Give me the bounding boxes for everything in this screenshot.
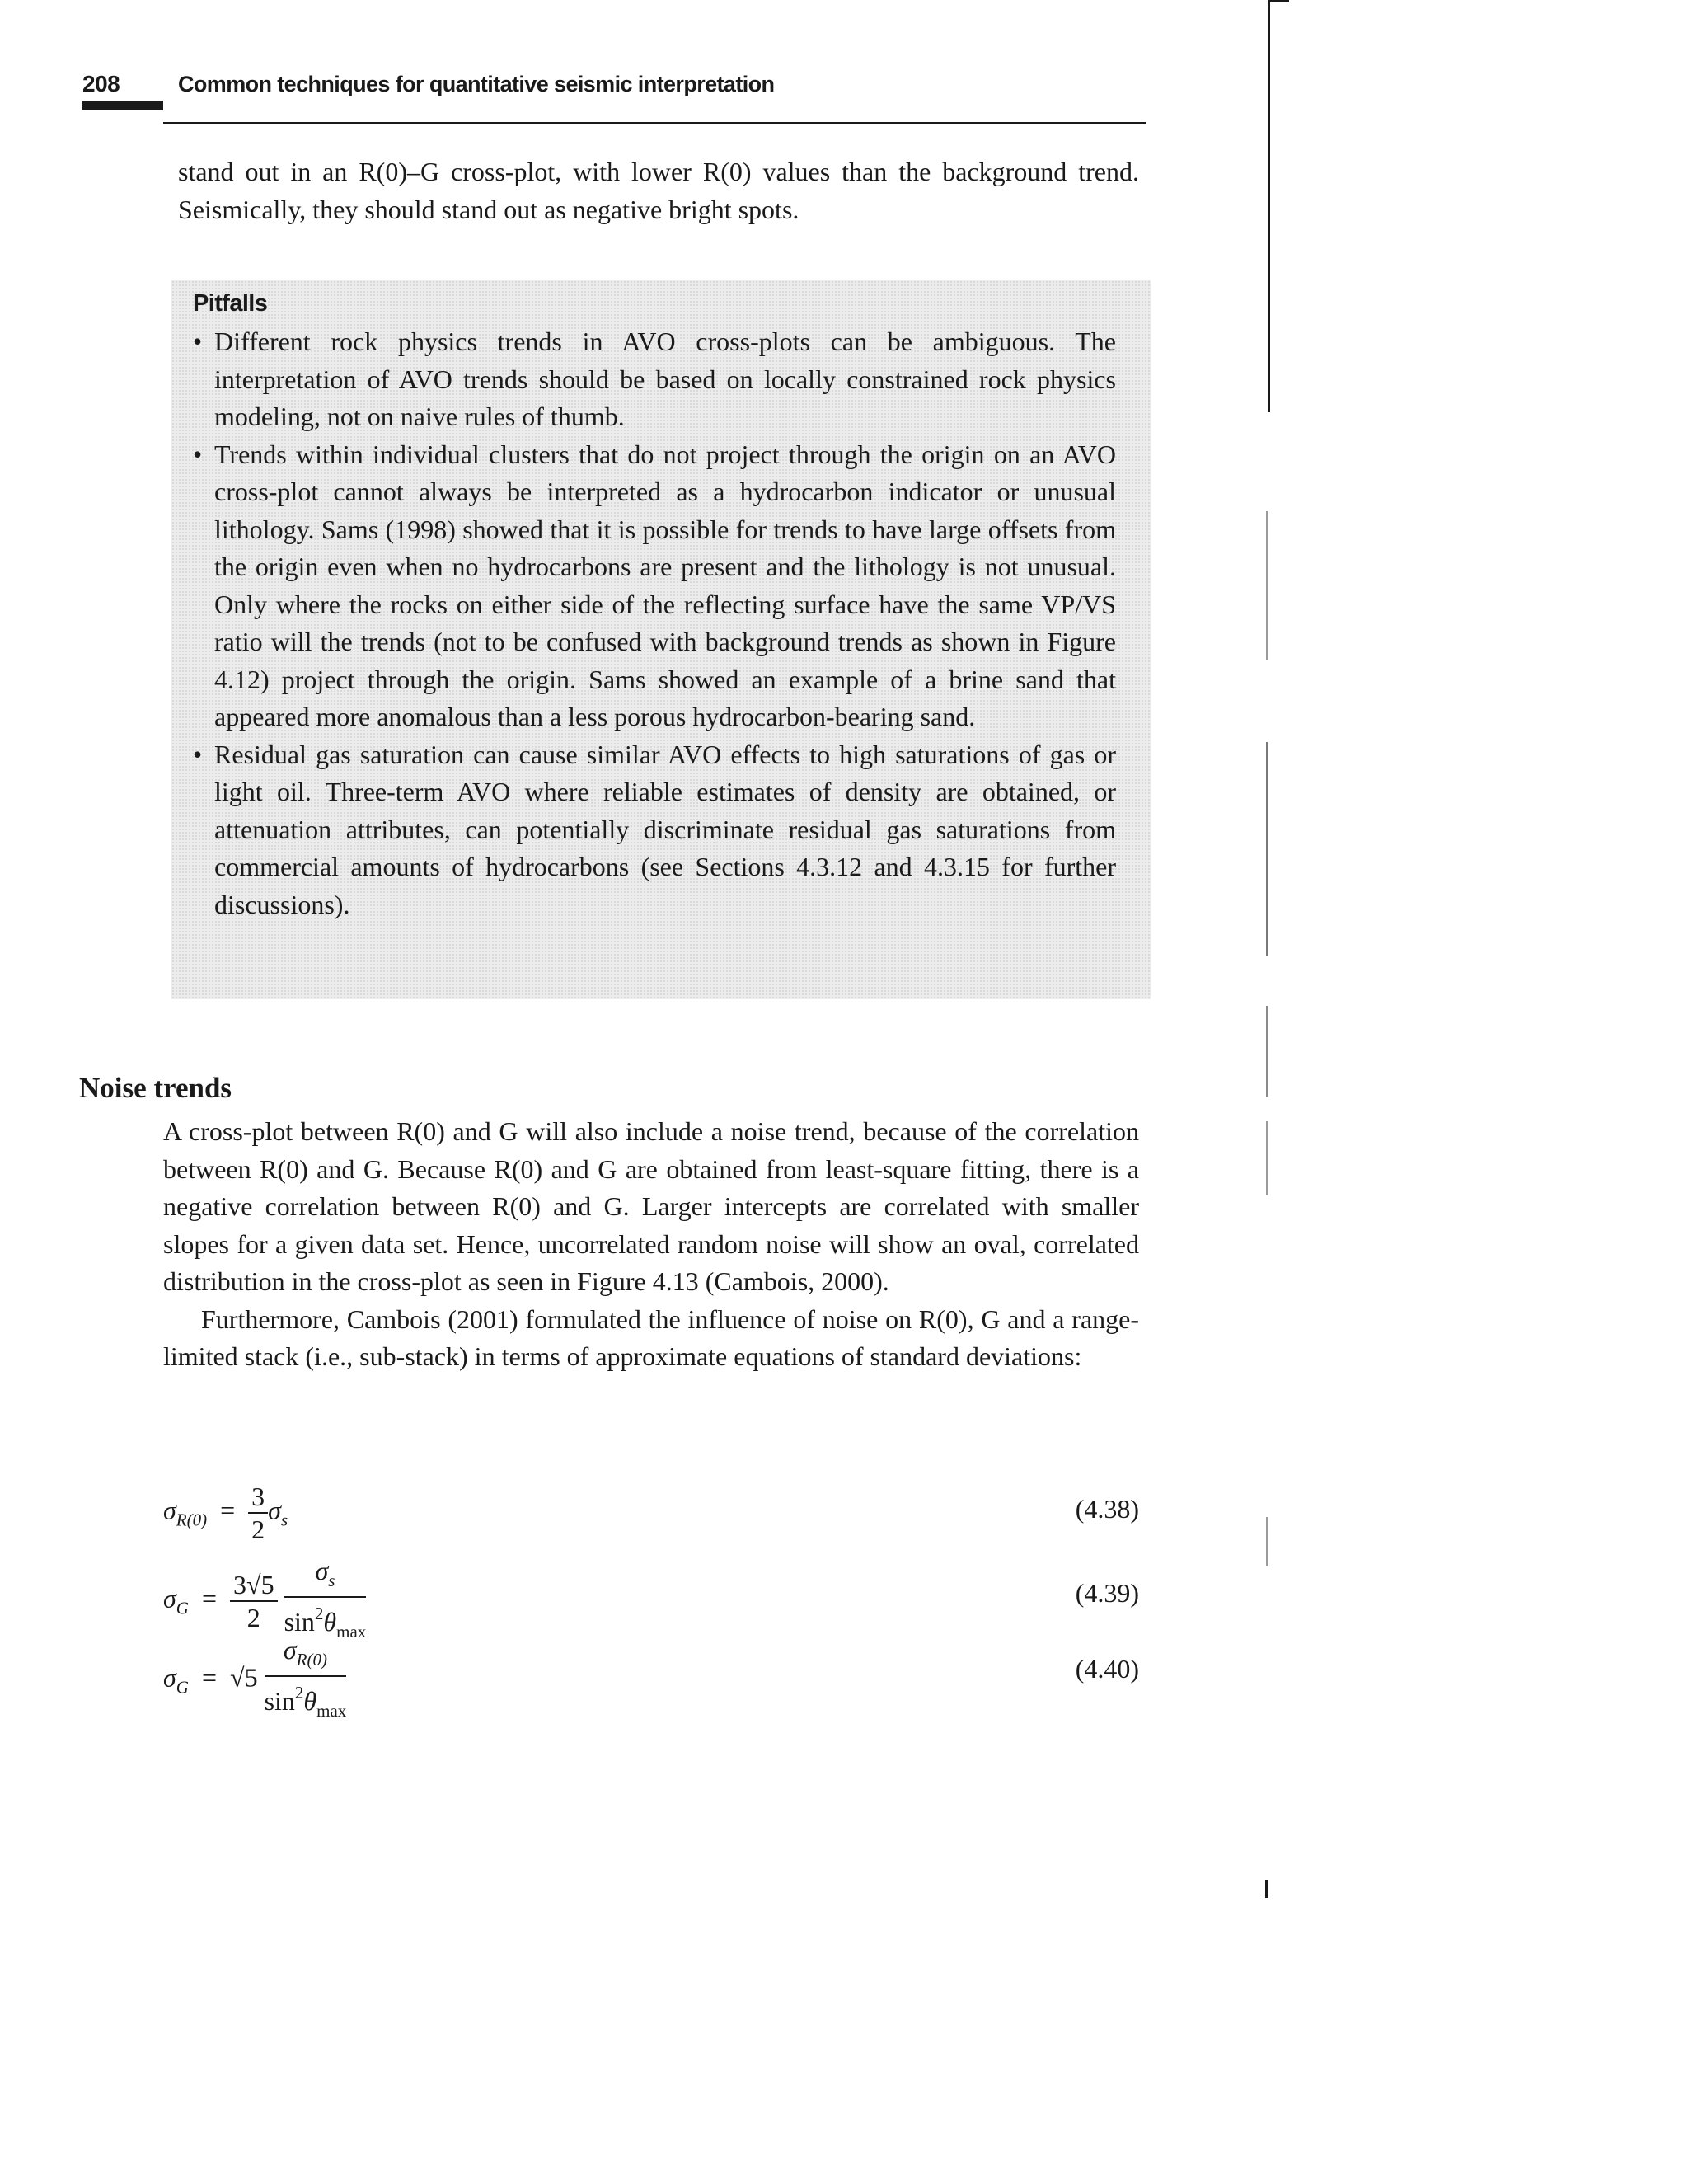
pitfalls-list <box>193 323 1116 923</box>
equals-sign: = <box>213 1495 242 1525</box>
pitfall-text: Trends within individual clusters that do not project through the origin on an AVO cross-plot cannot always be interpreted as a hydrocarbon indicator or unusual lithology. Sams (1998) showed that it is possible for trends to have large offsets from the origin even when no hydrocarbons are present and the lithology is not unusual. Only where the rocks on either side of the reflecting surface have the same VP/VS ratio will the trends (not to be confused with background trends as shown in Figure 4.12) project through the origin. Sams showed an example of a brine sand that appeared more anomalous than a less porous hydrocarbon-bearing sand. <box>214 439 1116 731</box>
sigma-symbol: σ <box>163 1583 176 1613</box>
denominator: 2 <box>251 1515 265 1544</box>
coefficient: √5 <box>230 1662 258 1693</box>
subscript: R(0) <box>296 1650 327 1670</box>
intro-paragraph: stand out in an R(0)–G cross-plot, with lower R(0) values than the background trend. Seismically, they should stand out as negative bright spots. <box>178 157 1139 224</box>
function-name: sin <box>264 1686 295 1716</box>
subscript: R(0) <box>176 1510 208 1530</box>
section-title: Noise trends <box>79 1072 232 1104</box>
subscript: s <box>328 1571 335 1590</box>
numerator <box>265 1634 347 1677</box>
subscript: s <box>280 1510 288 1530</box>
edge-line <box>1265 1880 1268 1898</box>
bullet-icon: • <box>193 326 203 356</box>
subscript: G <box>176 1677 189 1698</box>
fraction <box>230 1569 278 1633</box>
page-number-bar <box>82 101 163 110</box>
numerator <box>284 1555 367 1598</box>
equation-4-38 <box>163 1466 1139 1548</box>
sigma-symbol: σ <box>283 1635 297 1665</box>
fraction <box>265 1634 347 1726</box>
denominator: 2 <box>246 1603 260 1632</box>
list-item <box>193 736 1116 924</box>
sigma-symbol: σ <box>163 1495 176 1525</box>
sigma-symbol: σ <box>315 1556 329 1585</box>
body-paragraph: Furthermore, Cambois (2001) formulated the influence of noise on R(0), G and a range-limited stack (i.e., sub-stack) in terms of approximate equations of standard deviations: <box>163 1303 1139 1371</box>
equals-sign: = <box>195 1583 223 1613</box>
equation-number: (4.39) <box>1075 1578 1139 1608</box>
subscript: G <box>176 1598 189 1618</box>
theta-symbol: θ <box>323 1607 337 1637</box>
fraction <box>248 1481 268 1545</box>
edge-line <box>1266 1121 1268 1195</box>
subscript: max <box>316 1701 347 1721</box>
numerator: 3√5 <box>230 1569 278 1602</box>
edge-line <box>1266 511 1268 660</box>
equation-number: (4.40) <box>1075 1654 1139 1684</box>
bullet-icon: • <box>193 439 203 469</box>
header-rule <box>163 122 1146 124</box>
running-title: Common techniques for quantitative seismic interpretation <box>178 72 775 96</box>
sigma-symbol: σ <box>163 1662 176 1693</box>
section-body <box>163 1113 1139 1376</box>
pitfall-text: Residual gas saturation can cause similar AVO effects to high saturations of gas or light oil. Three-term AVO where reliable estimates of density are obtained, or attenuation attributes, can potentially discriminate residual gas saturations from commercial amounts of hydrocarbons (see Sections 4.3.12 and 4.3.15 for further discussions). <box>214 739 1116 919</box>
page-number: 208 <box>82 71 120 96</box>
denominator <box>265 1677 347 1726</box>
superscript: 2 <box>294 1683 304 1703</box>
subscript: max <box>336 1622 367 1642</box>
equation-number: (4.38) <box>1075 1494 1139 1524</box>
list-item <box>193 323 1116 436</box>
pitfalls-heading: Pitfalls <box>193 290 268 317</box>
equation-4-40 <box>163 1629 1139 1721</box>
bullet-icon: • <box>193 739 203 769</box>
edge-line <box>1266 1006 1268 1097</box>
numerator: 3 <box>248 1481 268 1514</box>
superscript: 2 <box>314 1604 324 1623</box>
edge-line <box>1266 742 1268 956</box>
equation-body <box>163 1634 346 1726</box>
body-paragraph: A cross-plot between R(0) and G will also include a noise trend, because of the correlation between R(0) and G. Because R(0) and G are obtained from least-square fitting, there is a negative correlation between R(0) and G. Larger intercepts are correlated with smaller slopes for a given data set. Hence, uncorrelated random noise will show an oval, correlated distribution in the cross-plot as seen in Figure 4.13 (Cambois, 2000). <box>163 1116 1139 1296</box>
running-header <box>82 71 1146 120</box>
sigma-symbol: σ <box>268 1495 281 1525</box>
equation-body <box>163 1481 288 1545</box>
function-name: sin <box>284 1607 315 1637</box>
edge-line <box>1266 1517 1268 1566</box>
pitfalls-box <box>171 280 1151 999</box>
edge-line <box>1268 0 1270 412</box>
list-item <box>193 436 1116 736</box>
equals-sign: = <box>195 1662 223 1693</box>
intro-text <box>178 153 1139 228</box>
edge-line <box>1268 0 1289 2</box>
pitfall-text: Different rock physics trends in AVO cross-plots can be ambiguous. The interpretation of AVO trends should be based on locally constrained rock physics modeling, not on naive rules of thumb. <box>214 326 1116 431</box>
equation-4-39 <box>163 1550 1139 1642</box>
theta-symbol: θ <box>303 1686 317 1716</box>
